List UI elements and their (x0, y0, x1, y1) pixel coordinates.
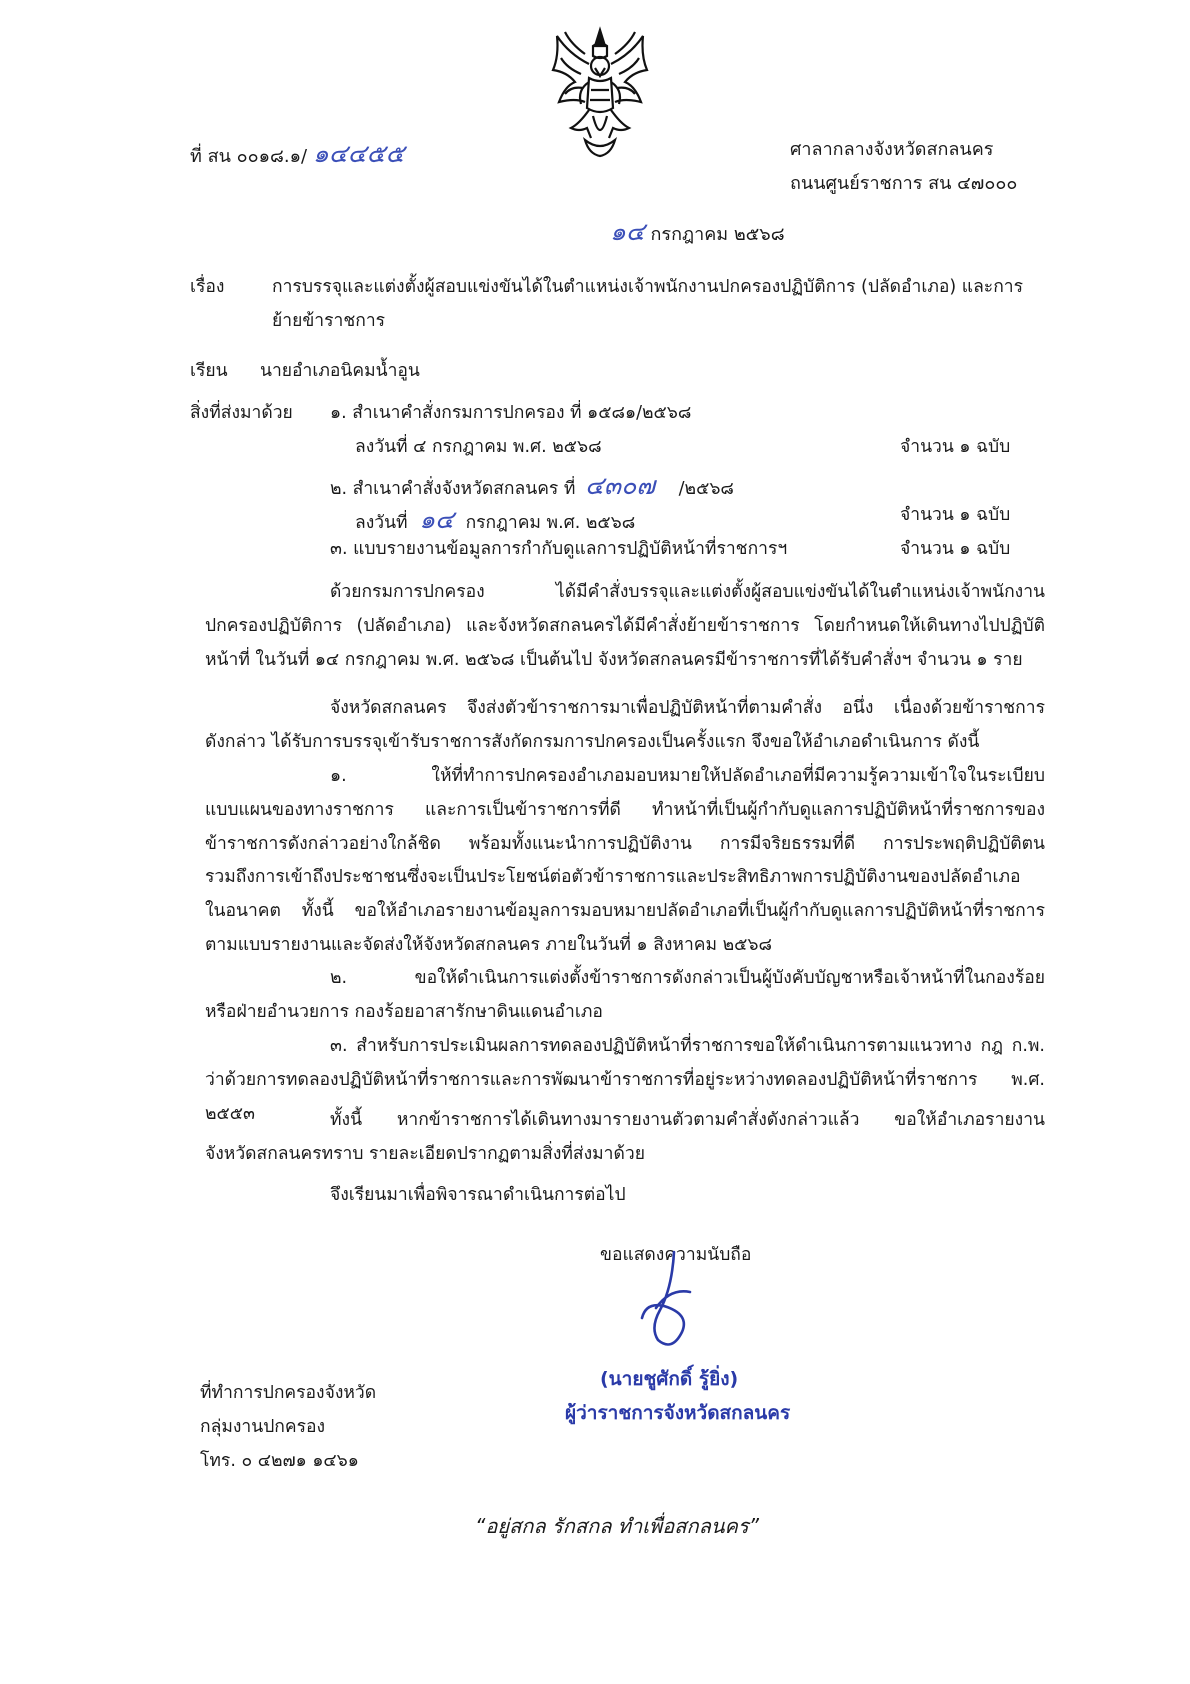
ref-prefix: ที่ สน ๐๐๑๘.๑/ (190, 146, 308, 167)
footer-dept-line1: ที่ทำการปกครองจังหวัด (200, 1383, 377, 1403)
enclosure-2-date-rest: กรกฎาคม พ.ศ. ๒๕๖๘ (465, 513, 636, 533)
body-p2-line: จังหวัดสกลนคร จึงส่งตัวข้าราชการมาเพื่อปฏิบัติหน้าที่ตามคำสั่ง อนึ่ง เนื่องด้วยข้าราชการ (330, 698, 1045, 718)
office-address-line2: ถนนศูนย์ราชการ สน ๔๗๐๐๐ (790, 173, 1018, 194)
body-p3-line: รวมถึงการเข้าถึงประชาชนซึ่งจะเป็นประโยชน์ต่อตัวข้าราชการและประสิทธิภาพการปฏิบัติงานของปลัดอำเภอ (205, 867, 1021, 888)
enclosure-1-line2: ลงวันที่ ๔ กรกฎาคม พ.ศ. ๒๕๖๘ (355, 437, 602, 457)
body-p1-line: ด้วยกรมการปกครอง ได้มีคำสั่งบรรจุและแต่งตั้งผู้สอบแข่งขันได้ในตำแหน่งเจ้าพนักงาน (330, 582, 1045, 602)
subject-label: เรื่อง (190, 277, 225, 297)
body-p6-line: ทั้งนี้ หากข้าราชการได้เดินทางมารายงานตัวตามคำสั่งดังกล่าวแล้ว ขอให้อำเภอรายงาน (330, 1110, 1045, 1130)
body-p5-line: ว่าด้วยการทดลองปฏิบัติหน้าที่ราชการและการพัฒนาข้าราชการที่อยู่ระหว่างทดลองปฏิบัติหน้าที่ราชการ พ.ศ. ๒๕๕๓ (205, 1069, 1045, 1124)
enclosures-label: สิ่งที่ส่งมาด้วย (190, 403, 293, 423)
signatory-name: (นายชูศักดิ์ รู้ยิ่ง) (600, 1368, 739, 1390)
body-paragraph-6 (205, 1104, 1045, 1172)
enclosure-3-qty: จำนวน ๑ ฉบับ (900, 539, 1011, 559)
date-day-handwritten: ๑๔ (610, 217, 645, 246)
body-paragraph-2 (205, 692, 1045, 760)
ref-handwritten-number: ๑๔๔๕๕ (312, 139, 405, 168)
body-p3-line: แบบแผนของทางราชการ และการเป็นข้าราชการที่ดี ทำหน้าที่เป็นผู้กำกับดูแลการปฏิบัติหน้าที่ราชการของ (205, 799, 1045, 820)
reference-number (190, 134, 404, 174)
body-p1-line: หน้าที่ ในวันที่ ๑๔ กรกฎาคม พ.ศ. ๒๕๖๘ เป็นต้นไป จังหวัดสกลนครมีข้าราชการที่ได้รับคำสั่งฯ จำนวน ๑ ราย (205, 649, 1023, 670)
body-p4-line: ๒. ขอให้ดำเนินการแต่งตั้งข้าราชการดังกล่าวเป็นผู้บังคับบัญชาหรือเจ้าหน้าที่ในกองร้อย (330, 968, 1045, 988)
salutation: ขอแสดงความนับถือ (600, 1245, 752, 1265)
enclosure-1-line1: ๑. สำเนาคำสั่งกรมการปกครอง ที่ ๑๕๘๑/๒๕๖๘ (330, 403, 692, 423)
enclosure-2-date-prefix: ลงวันที่ (355, 513, 408, 533)
footer-motto: “อยู่สกล รักสกล ทำเพื่อสกลนคร” (475, 1514, 759, 1538)
enclosure-3: ๓. แบบรายงานข้อมูลการกำกับดูแลการปฏิบัติหน้าที่ราชการฯ (330, 539, 788, 559)
body-paragraph-3 (205, 760, 1045, 963)
footer-phone: โทร. ๐ ๔๒๗๑ ๑๔๖๑ (200, 1451, 359, 1471)
body-p4-line: หรือฝ่ายอำนวยการ กองร้อยอาสารักษาดินแดนอำเภอ (205, 1001, 603, 1022)
body-p3-line: ตามแบบรายงานและจัดส่งให้จังหวัดสกลนคร ภายในวันที่ ๑ สิงหาคม ๒๕๖๘ (205, 934, 772, 955)
enclosure-2-handwritten-number: ๔๓๐๗ (584, 471, 656, 500)
enclosure-1-qty: จำนวน ๑ ฉบับ (900, 437, 1011, 457)
body-paragraph-4 (205, 962, 1045, 1030)
footer-dept-line2: กลุ่มงานปกครอง (200, 1417, 326, 1437)
date-month-year: กรกฎาคม ๒๕๖๘ (650, 224, 785, 245)
enclosure-2-handwritten-day: ๑๔ (419, 505, 454, 534)
enclosure-2-suffix: /๒๕๖๘ (678, 479, 734, 499)
body-p6-line: จังหวัดสกลนครทราบ รายละเอียดปรากฏตามสิ่งที่ส่งมาด้วย (205, 1143, 645, 1164)
body-p3-line: ข้าราชการดังกล่าวอย่างใกล้ชิด พร้อมทั้งแนะนำการปฏิบัติงาน การมีจริยธรรมที่ดี การประพฤติปฏิบัติตน (205, 833, 1045, 854)
body-p3-line: ในอนาคต ทั้งนี้ ขอให้อำเภอรายงานข้อมูลการมอบหมายปลัดอำเภอที่เป็นผู้กำกับดูแลการปฏิบัติหน้าที่ราชการ (205, 901, 1045, 922)
letter-date (610, 212, 785, 252)
handwritten-signature (620, 1248, 710, 1358)
closing-request: จึงเรียนมาเพื่อพิจารณาดำเนินการต่อไป (330, 1185, 626, 1205)
body-p3-line: ๑. ให้ที่ทำการปกครองอำเภอมอบหมายให้ปลัดอำเภอที่มีความรู้ความเข้าใจในระเบียบ (330, 766, 1045, 786)
office-address-line1: ศาลากลางจังหวัดสกลนคร (790, 139, 994, 160)
body-p5-line: ๓. สำหรับการประเมินผลการทดลองปฏิบัติหน้าที่ราชการขอให้ดำเนินการตามแนวทาง กฎ ก.พ. (330, 1036, 1045, 1056)
recipient-name: นายอำเภอนิคมน้ำอูน (260, 361, 420, 381)
body-p2-line: ดังกล่าว ได้รับการบรรจุเข้ารับราชการสังกัดกรมการปกครองเป็นครั้งแรก จึงขอให้อำเภอดำเนินการ ดังนี้ (205, 731, 980, 752)
recipient-label: เรียน (190, 361, 228, 381)
signatory-position: ผู้ว่าราชการจังหวัดสกลนคร (565, 1402, 791, 1424)
body-paragraph-1 (205, 576, 1045, 677)
enclosure-2-qty: จำนวน ๑ ฉบับ (900, 505, 1011, 525)
body-p1-line: ปกครองปฏิบัติการ (ปลัดอำเภอ) และจังหวัดสกลนครได้มีคำสั่งย้ายข้าราชการ โดยกำหนดให้เดินทางไปปฏิบัติ (205, 615, 1045, 636)
enclosure-2-prefix: ๒. สำเนาคำสั่งจังหวัดสกลนคร ที่ (330, 479, 576, 499)
subject-line1: การบรรจุและแต่งตั้งผู้สอบแข่งขันได้ในตำแหน่งเจ้าพนักงานปกครองปฏิบัติการ (ปลัดอำเภอ) และการ (272, 277, 1024, 297)
subject-line2: ย้ายข้าราชการ (272, 311, 386, 331)
garuda-emblem (545, 24, 655, 159)
